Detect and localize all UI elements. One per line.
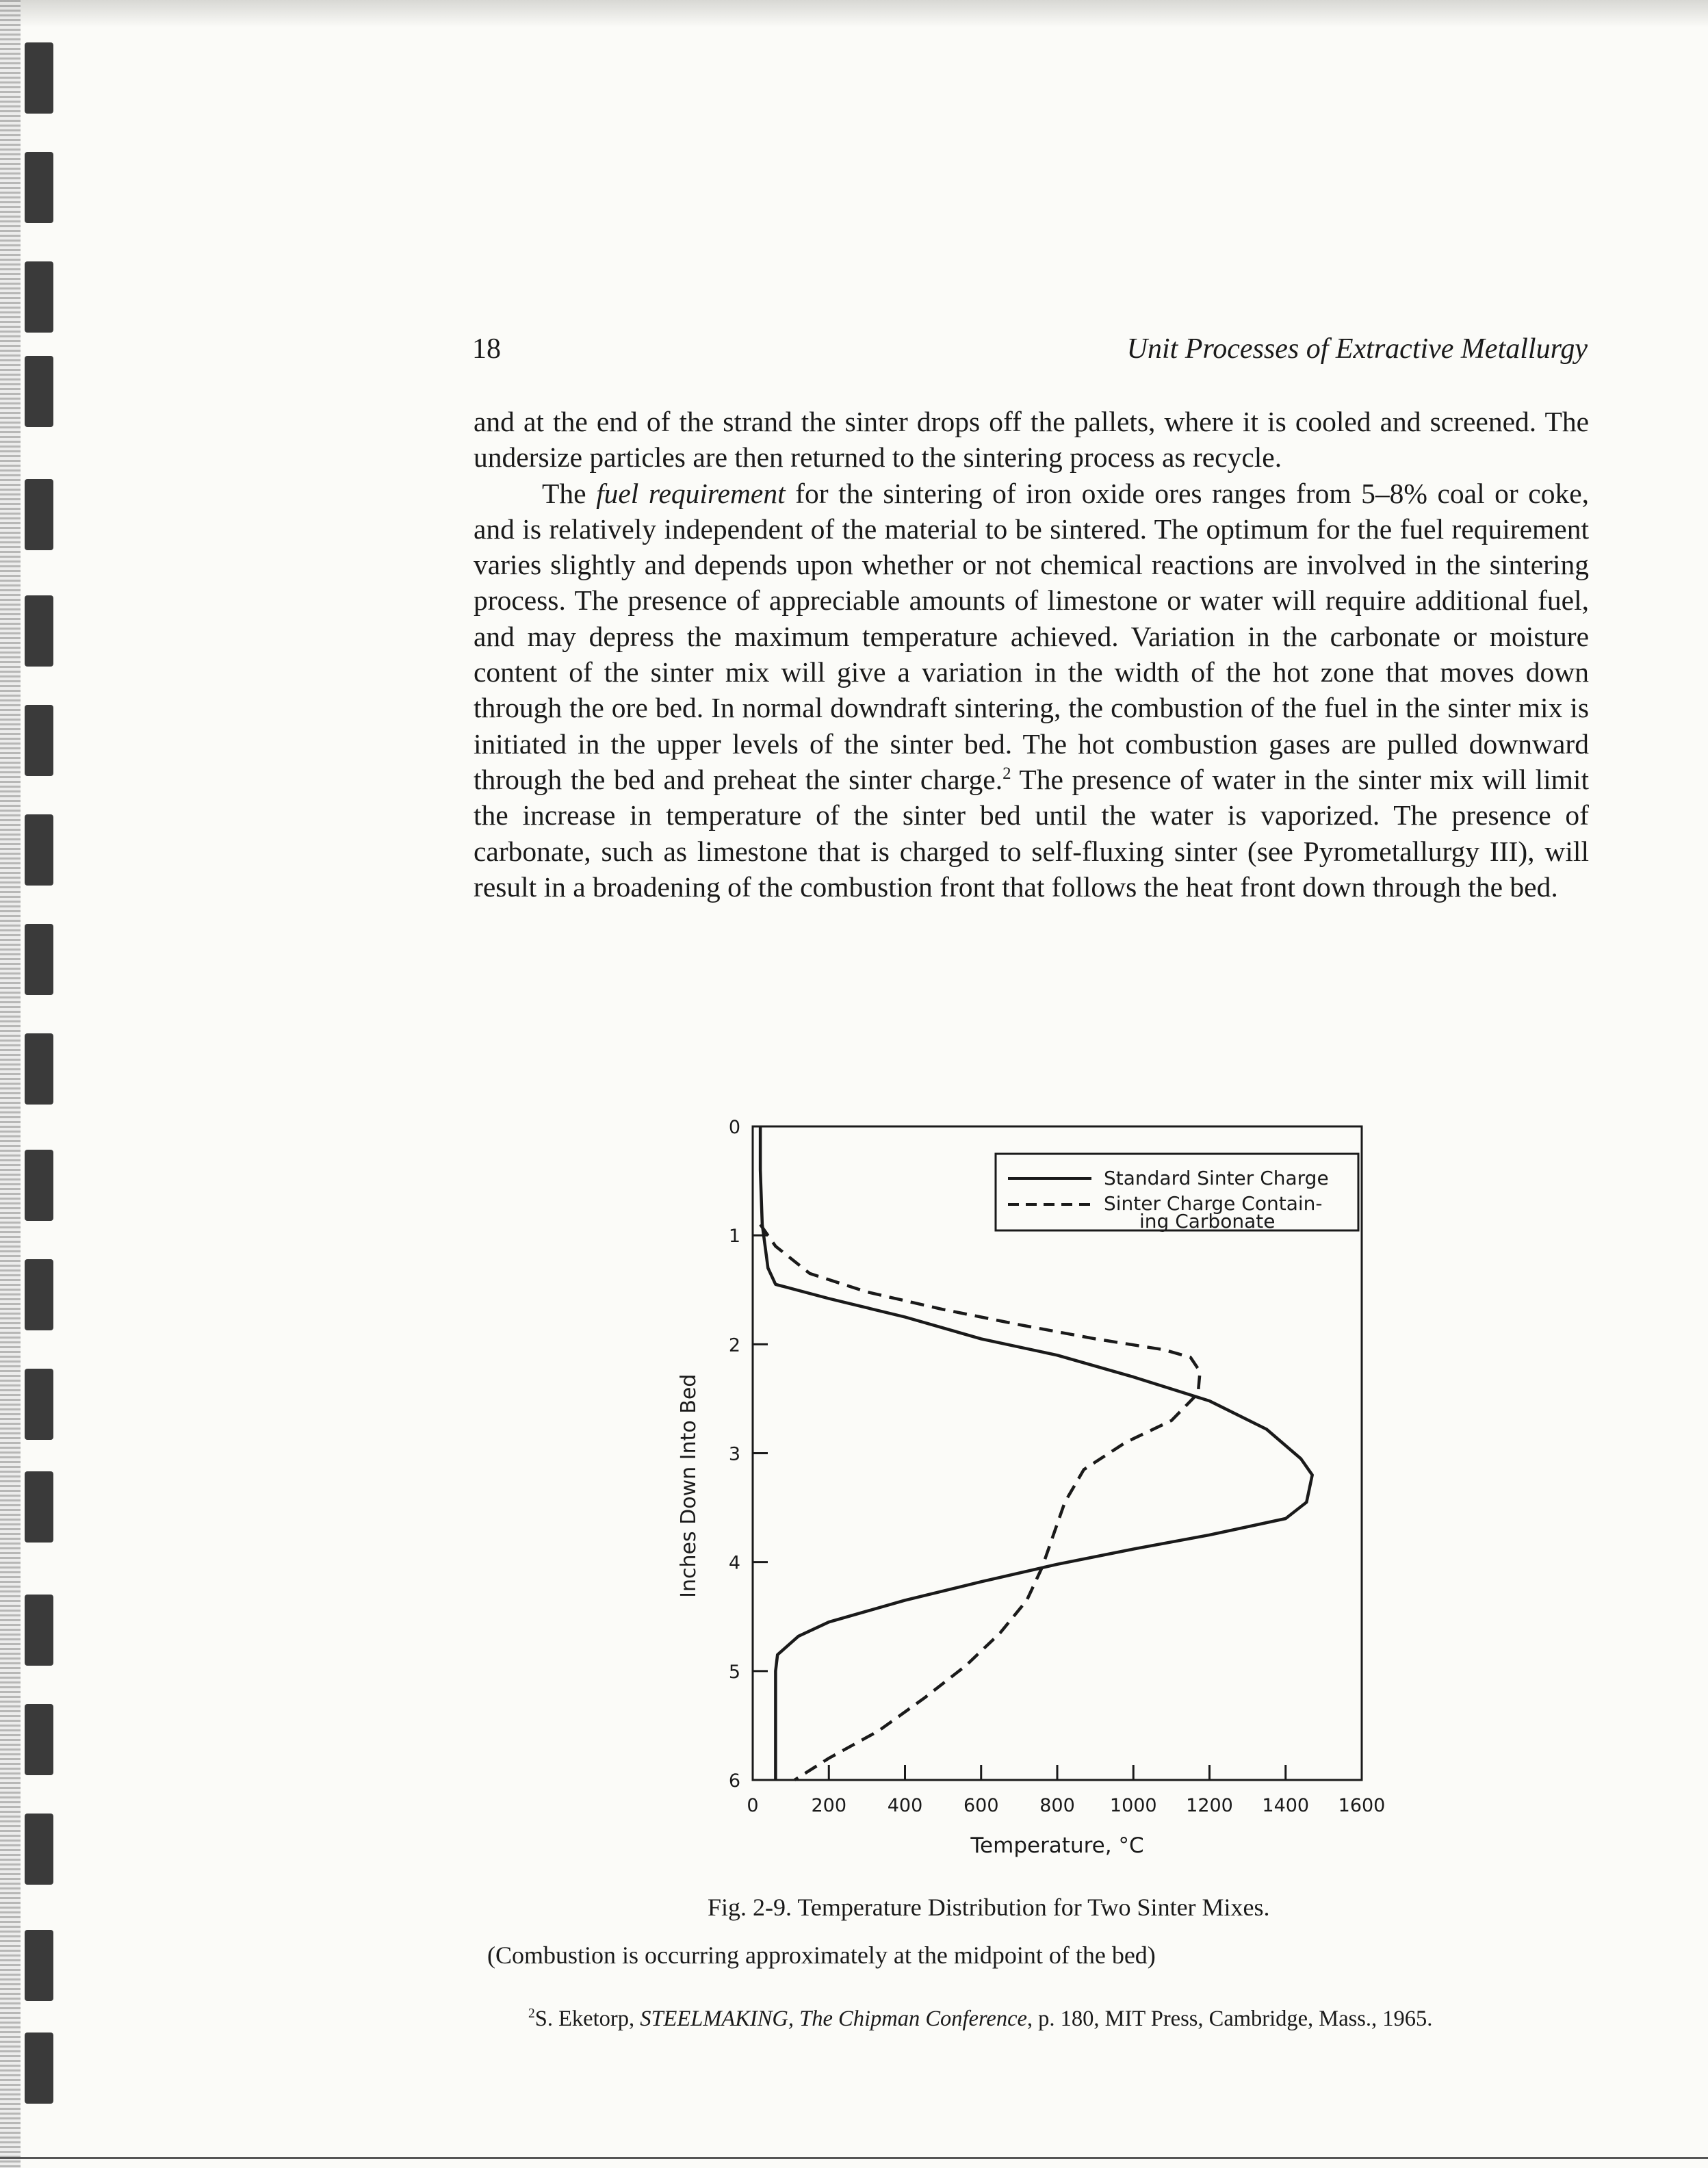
series-line-carbonate bbox=[760, 1224, 1200, 1780]
binder-hole bbox=[25, 1369, 53, 1440]
paragraph: The fuel requirement for the sintering of iron oxide ores ranges from 5–8% coal or coke, and is relatively independent of the material to be sintered. The optimum for the fuel requirement varies slightly and depends upon whether or not chemical reactions are involved in the sintering process. The presence of appreciable amounts of limestone or water will require additional fuel, and may depress the maximum temperature achieved. Variation in the carbonate or moisture content of the sinter mix will give a variation in the width of the hot zone that moves down through the ore bed. In normal downdraft sintering, the combustion of the fuel in the sinter mix is initiated in the upper levels of the sinter bed. The hot combustion gases are pulled downward through the bed and preheat the sinter charge.$^2$ The presence of water in the sinter mix will limit the increase in temperature of the sinter bed until the water is vaporized. The presence of carbonate, such as limestone that is charged to self-fluxing sinter (see Pyrometallurgy III), will result in a broadening of the combustion front that follows the heat front down through the bed. bbox=[474, 477, 1590, 903]
footnote-work: STEELMAKING, The Chipman Conference bbox=[640, 2006, 1027, 2031]
binder-hole bbox=[25, 2032, 53, 2104]
page-bottom-edge bbox=[0, 2157, 1708, 2159]
page-number: 18 bbox=[472, 333, 501, 365]
y-tick-label: 6 bbox=[728, 1770, 740, 1792]
paragraph: and at the end of the strand the sinter drops off the pallets, where it is cooled and screened. The undersize particles are then returned to the sintering process as recycle. bbox=[474, 406, 1589, 474]
footnote-ref: 2 bbox=[1002, 764, 1011, 784]
binder-hole bbox=[25, 1033, 53, 1105]
binder-hole bbox=[25, 356, 53, 427]
y-tick-label: 5 bbox=[728, 1661, 740, 1683]
binder-hole bbox=[25, 924, 53, 995]
binder-hole bbox=[25, 814, 53, 886]
legend-entry: Standard Sinter Charge bbox=[1104, 1167, 1329, 1189]
binder-hole bbox=[25, 1595, 53, 1666]
binder-hole bbox=[25, 479, 53, 550]
scan-top-shadow bbox=[0, 0, 1708, 27]
binder-hole bbox=[25, 152, 53, 223]
x-tick-label: 1000 bbox=[1109, 1795, 1157, 1816]
binder-hole bbox=[25, 1471, 53, 1543]
running-head bbox=[472, 333, 1588, 374]
x-tick-label: 200 bbox=[811, 1795, 847, 1816]
y-tick-label: 3 bbox=[728, 1443, 740, 1465]
x-tick-label: 1600 bbox=[1338, 1795, 1386, 1816]
binding-strip bbox=[0, 0, 21, 2168]
x-tick-label: 800 bbox=[1039, 1795, 1075, 1816]
x-tick-label: 600 bbox=[963, 1795, 999, 1816]
figure-caption: Fig. 2-9. Temperature Distribution for Two Sinter Mixes. bbox=[708, 1894, 1270, 1921]
footnote-marker: 2 bbox=[528, 2006, 535, 2022]
x-tick-label: 400 bbox=[887, 1795, 923, 1816]
x-axis-label: Temperature, °C bbox=[970, 1833, 1144, 1858]
binder-hole bbox=[25, 705, 53, 776]
y-tick-label: 2 bbox=[728, 1334, 740, 1356]
x-tick-label: 0 bbox=[747, 1795, 759, 1816]
temperature-chart bbox=[671, 1115, 1396, 1868]
binder-hole bbox=[25, 1930, 53, 2001]
y-tick-label: 4 bbox=[728, 1552, 740, 1574]
binder-hole bbox=[25, 1259, 53, 1330]
y-axis-label: Inches Down Into Bed bbox=[677, 1373, 701, 1598]
y-tick-label: 1 bbox=[728, 1226, 740, 1248]
book-title: Unit Processes of Extractive Metallurgy bbox=[1126, 333, 1588, 365]
body-text bbox=[474, 404, 1589, 905]
legend-entry: Sinter Charge Contain- bbox=[1104, 1192, 1323, 1215]
footnote: $^2$S. Eketorp, STEELMAKING, The Chipman Conference, p. 180, MIT Press, Cambridge, Mass., 1965. bbox=[528, 2006, 1433, 2031]
emphasis-term: fuel requirement bbox=[596, 477, 786, 509]
binder-hole bbox=[25, 42, 53, 114]
binder-hole bbox=[25, 1814, 53, 1885]
binder-hole bbox=[25, 261, 53, 333]
x-tick-label: 1200 bbox=[1186, 1795, 1233, 1816]
binder-hole bbox=[25, 595, 53, 667]
binder-hole bbox=[25, 1704, 53, 1775]
figure-note: (Combustion is occurring approximately at the midpoint of the bed) bbox=[487, 1941, 1156, 1969]
y-tick-label: 0 bbox=[728, 1117, 740, 1138]
x-tick-label: 1400 bbox=[1262, 1795, 1310, 1816]
legend-entry: ing Carbonate bbox=[1139, 1210, 1276, 1233]
binder-hole bbox=[25, 1150, 53, 1221]
figure bbox=[671, 1115, 1396, 1868]
